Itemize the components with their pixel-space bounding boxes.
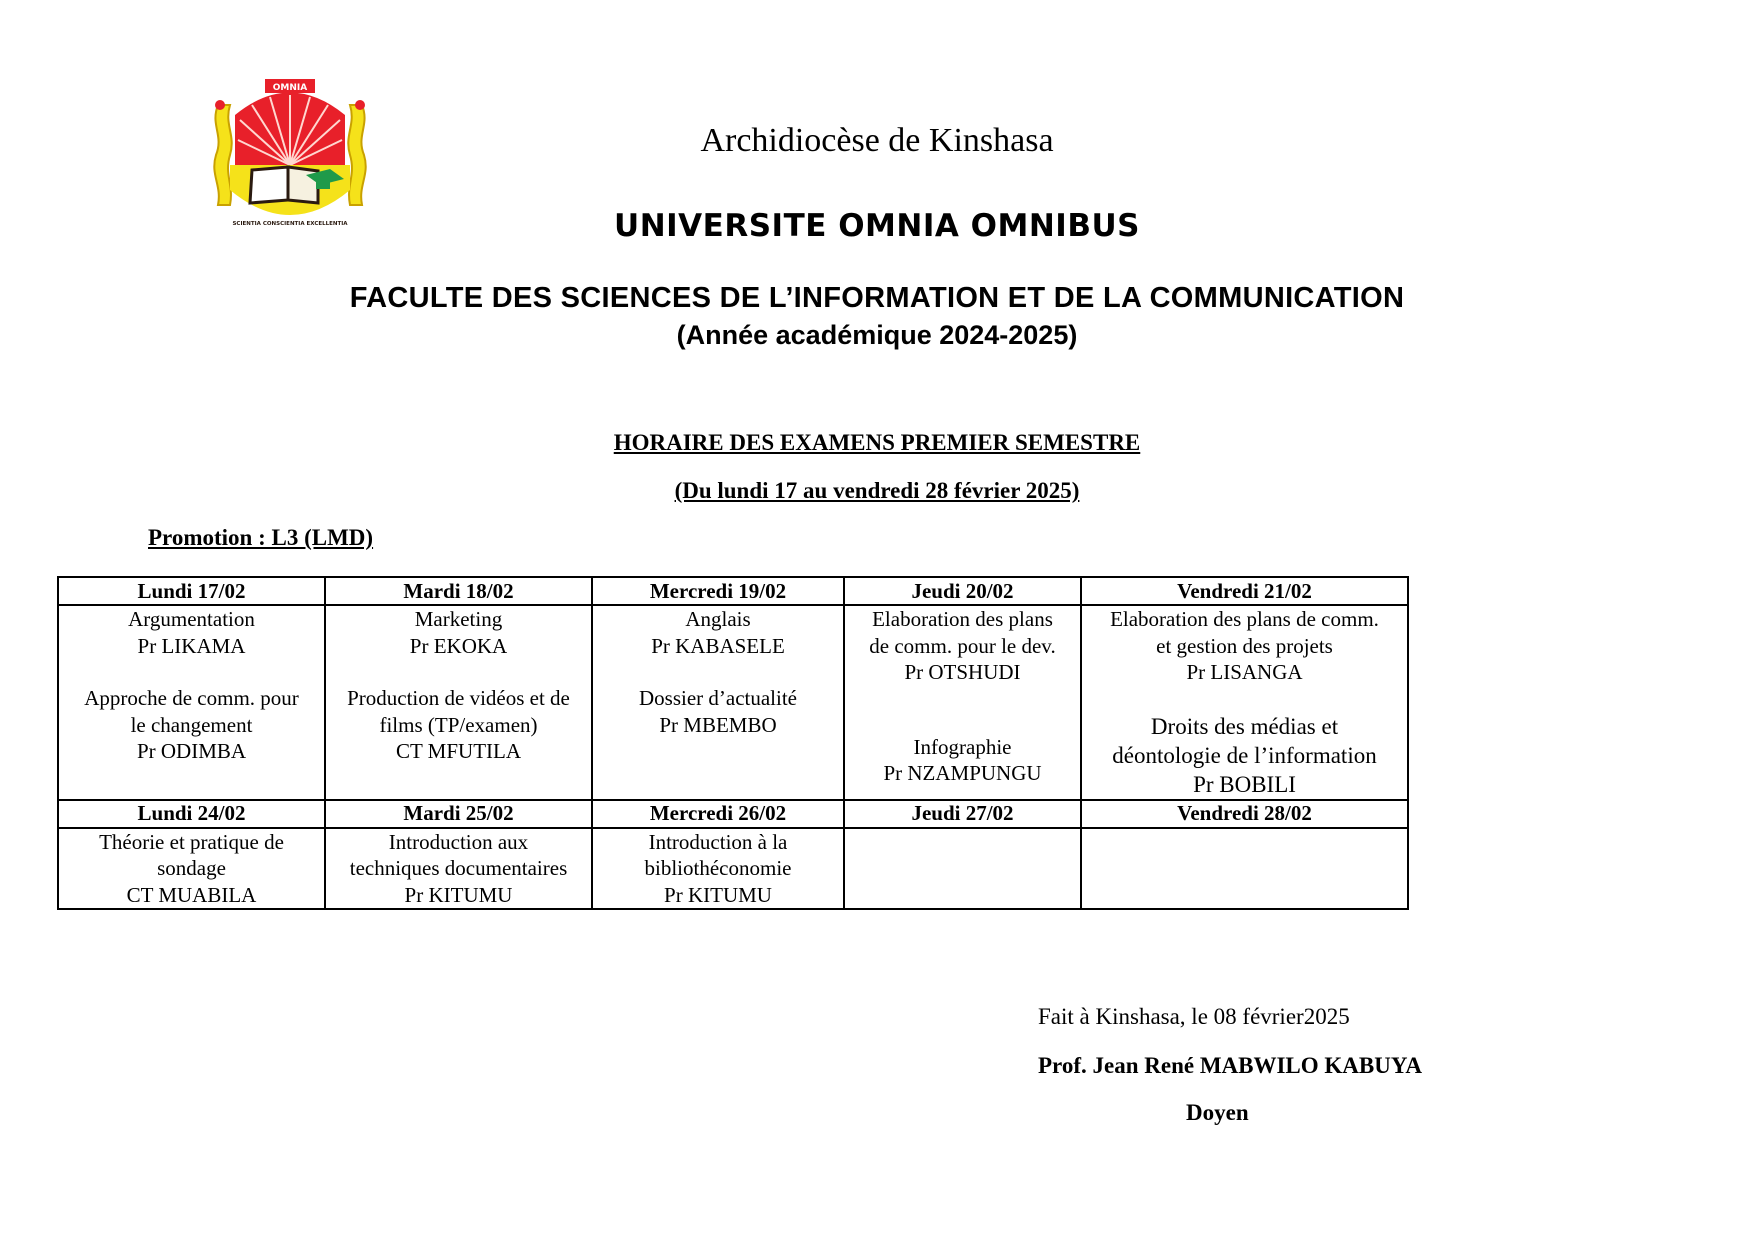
right-knob	[355, 100, 365, 110]
book-right	[288, 167, 318, 203]
exam-cell	[592, 828, 844, 910]
exam-entry	[63, 685, 320, 765]
exam-course-line: Droits des médias et	[1150, 713, 1339, 739]
day-header-cell: Lundi 17/02	[58, 577, 325, 605]
exam-course-line: de comm. pour le dev.	[869, 633, 1056, 658]
exam-course-line: Anglais	[685, 607, 751, 631]
exam-cell	[844, 828, 1081, 910]
exam-entry	[63, 606, 320, 659]
signer-title: Doyen	[1186, 1100, 1249, 1125]
exam-course-line: Argumentation	[128, 607, 255, 631]
exam-course-line: Infographie	[913, 734, 1012, 759]
exam-cell	[1081, 828, 1408, 910]
exam-course-line: techniques documentaires	[349, 856, 568, 880]
exam-entry	[597, 606, 839, 659]
exam-course-line: Elaboration des plans de comm.	[1110, 607, 1379, 631]
exam-entry	[597, 685, 839, 738]
exam-cell	[844, 605, 1081, 800]
exam-instructor: CT MFUTILA	[395, 739, 522, 763]
exam-spacer	[330, 659, 587, 685]
day-header-cell: Mercredi 26/02	[592, 800, 844, 828]
exam-cell	[325, 828, 592, 910]
academic-year: (Année académique 2024-2025)	[676, 320, 1078, 350]
faculty-name: FACULTE DES SCIENCES DE L’INFORMATION ET DE LA COMMUNICATION	[349, 282, 1405, 314]
exam-entry	[1086, 606, 1403, 686]
exam-course-line: le changement	[130, 712, 253, 737]
exam-course-line: et gestion des projets	[1156, 633, 1333, 658]
exam-course-line: Introduction à la	[648, 829, 788, 854]
exam-course-line: sondage	[157, 856, 226, 880]
exam-schedule-table	[57, 576, 1409, 910]
day-header-cell: Mardi 25/02	[325, 800, 592, 828]
exam-cell	[58, 828, 325, 910]
exam-instructor: Pr OTSHUDI	[904, 660, 1021, 684]
exam-course-line: bibliothéconomie	[644, 856, 792, 880]
exam-cell	[58, 605, 325, 800]
exam-instructor: Pr BOBILI	[1193, 771, 1296, 797]
exam-entry	[1086, 712, 1403, 799]
exam-course-line: Elaboration des plans	[872, 607, 1053, 631]
exam-spacer	[1086, 686, 1403, 712]
exam-course-line: Dossier d’actualité	[638, 686, 798, 710]
exam-entry	[849, 734, 1076, 787]
day-header-row	[58, 577, 1408, 605]
university-name: UNIVERSITE OMNIA OMNIBUS	[614, 208, 1140, 244]
exam-instructor: CT MUABILA	[126, 882, 257, 907]
day-header-row	[58, 800, 1408, 828]
day-header-cell: Mardi 18/02	[325, 577, 592, 605]
day-header-cell: Jeudi 27/02	[844, 800, 1081, 828]
diocese-heading	[0, 122, 1754, 160]
place-date: Fait à Kinshasa, le 08 février2025	[1038, 1004, 1350, 1029]
day-header-cell: Vendredi 28/02	[1081, 800, 1408, 828]
exam-entry	[63, 829, 320, 909]
exam-entry	[597, 829, 839, 909]
day-header-cell: Lundi 24/02	[58, 800, 325, 828]
exam-row	[58, 828, 1408, 910]
exam-instructor: Pr KITUMU	[404, 882, 513, 907]
schedule-body	[58, 577, 1408, 909]
signer-name: Prof. Jean René MABWILO KABUYA	[1038, 1053, 1422, 1078]
exam-cell	[1081, 605, 1408, 800]
exam-entry	[330, 606, 587, 659]
exam-instructor: Pr ODIMBA	[136, 739, 247, 763]
exam-course-line: Théorie et pratique de	[99, 829, 284, 854]
day-header-cell: Jeudi 20/02	[844, 577, 1081, 605]
exam-course-line: Marketing	[414, 607, 503, 631]
exam-course-line: Production de vidéos et de	[347, 686, 570, 710]
promotion-label: Promotion : L3 (LMD)	[148, 525, 374, 550]
motto-text: SCIENTIA CONSCIENTIA EXCELLENTIA	[232, 221, 348, 227]
diocese-text: Archidiocèse de Kinshasa	[700, 122, 1054, 159]
exam-instructor: Pr EKOKA	[409, 633, 508, 658]
exam-spacer	[849, 686, 1076, 734]
exam-cell	[592, 605, 844, 800]
exam-instructor: Pr KITUMU	[664, 882, 772, 907]
exam-instructor: Pr MBEMBO	[659, 712, 777, 737]
exam-instructor: Pr LIKAMA	[137, 633, 246, 658]
exam-row	[58, 605, 1408, 800]
exam-entry	[330, 829, 587, 909]
exam-instructor: Pr LISANGA	[1186, 660, 1303, 684]
schedule-title: HORAIRE DES EXAMENS PREMIER SEMESTRE	[613, 430, 1141, 455]
exam-entry	[849, 606, 1076, 686]
exam-course-line: Approche de comm. pour	[84, 686, 299, 710]
day-header-cell: Mercredi 19/02	[592, 577, 844, 605]
exam-cell	[325, 605, 592, 800]
exam-instructor: Pr NZAMPUNGU	[883, 761, 1042, 785]
exam-spacer	[63, 659, 320, 685]
schedule-date-range: (Du lundi 17 au vendredi 28 février 2025)	[674, 478, 1080, 503]
exam-course-line: Introduction aux	[388, 829, 529, 854]
left-knob	[215, 100, 225, 110]
exam-course-line: films (TP/examen)	[379, 712, 538, 737]
book-left	[250, 167, 288, 203]
exam-spacer	[597, 659, 839, 685]
exam-course-line: déontologie de l’information	[1112, 742, 1377, 768]
omnia-text: OMNIA	[272, 83, 308, 93]
exam-instructor: Pr KABASELE	[651, 633, 785, 658]
exam-entry	[330, 685, 587, 765]
day-header-cell: Vendredi 21/02	[1081, 577, 1408, 605]
